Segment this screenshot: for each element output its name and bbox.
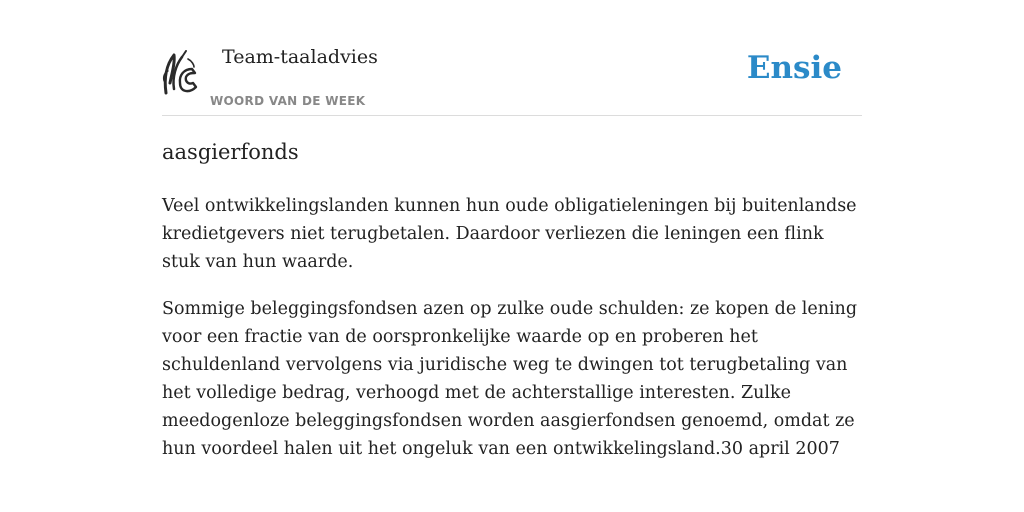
category-label: WOORD VAN DE WEEK: [210, 94, 366, 108]
word-card: [162, 0, 862, 512]
brand-logo[interactable]: Ensie: [746, 50, 842, 86]
entry-paragraph-text: Sommige beleggingsfondsen azen op zulke oude schulden: ze kopen de lening voor een fractie van de oorspronkelijke waarde op en proberen het schuldenland vervolgens via juridische weg te dwingen tot terugbetaling van het volledige bedrag, verhoogd met de achterstallige interesten. Zulke meedogenloze beleggingsfondsen worden aasgierfondsen genoemd, omdat ze hun voordeel halen uit het ongeluk van een ontwikkelingsland.: [162, 299, 858, 459]
author-name[interactable]: Team-taaladvies: [222, 46, 378, 68]
entry-paragraph: [162, 295, 862, 463]
entry-title: aasgierfonds: [162, 140, 299, 164]
entry-body: [162, 192, 862, 482]
entry-date: 30 april 2007: [720, 439, 840, 459]
entry-paragraph: Veel ontwikkelingslanden kunnen hun oude obligatieleningen bij buitenlandse kredietgevers niet terugbetalen. Daardoor verliezen die leningen een flink stuk van hun waarde.: [162, 196, 857, 272]
card-header: [162, 38, 862, 116]
flemish-lion-logo-icon: [162, 49, 198, 95]
